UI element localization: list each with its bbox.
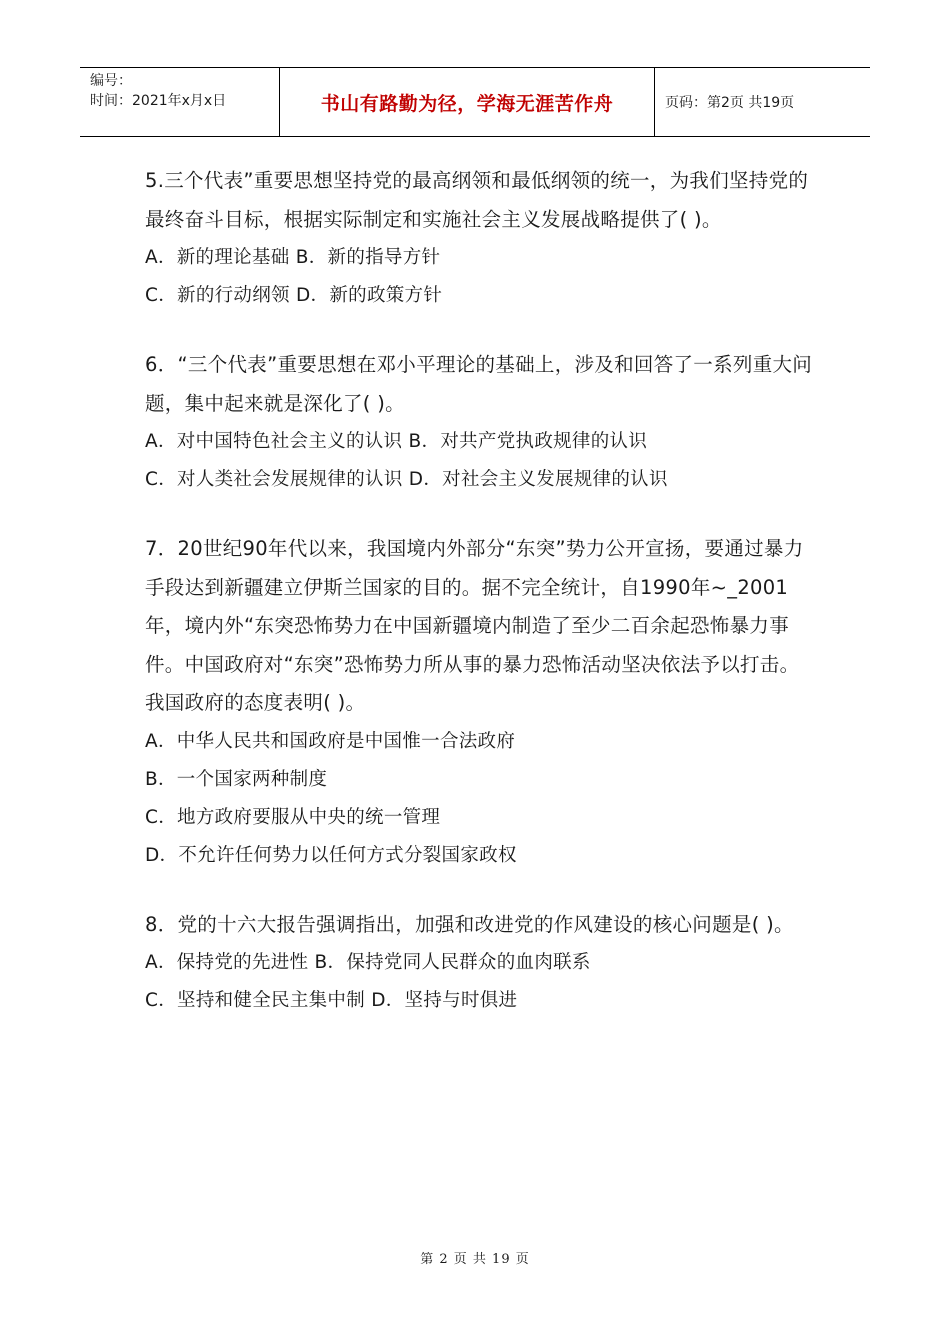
option-line: C．坚持和健全民主集中制 D．坚持与时俱进 xyxy=(145,990,518,1011)
question-7 xyxy=(145,530,815,875)
question-8 xyxy=(145,906,815,1021)
document-code-label: 编号： xyxy=(90,73,132,89)
question-stem: 8．党的十六大报告强调指出，加强和改进党的作风建设的核心问题是( )。 xyxy=(145,912,794,936)
header-motto: 书山有路勤为径，学海无涯苦作舟 xyxy=(280,68,655,136)
option-line: A．新的理论基础 B．新的指导方针 xyxy=(145,247,441,268)
option-line: C．新的行动纲领 D．新的政策方针 xyxy=(145,285,443,306)
question-5 xyxy=(145,162,815,315)
page-header xyxy=(80,67,870,137)
header-page-number: 页码：第2页 共19页 xyxy=(665,95,795,111)
option-line: C．对人类社会发展规律的认识 D．对社会主义发展规律的认识 xyxy=(145,469,668,490)
question-6 xyxy=(145,346,815,499)
option-line: A．对中国特色社会主义的认识 B．对共产党执政规律的认识 xyxy=(145,431,648,452)
header-meta-cell xyxy=(80,68,280,136)
question-stem: 5.三个代表”重要思想坚持党的最高纲领和最低纲领的统一，为我们坚持党的最终奋斗目标，根据实际制定和实施社会主义发展战略提供了( )。 xyxy=(145,169,809,231)
question-list xyxy=(145,162,815,1051)
question-stem: 7．20世纪90年代以来，我国境内外部分“东突”势力公开宣扬，要通过暴力手段达到新疆建立伊斯兰国家的目的。据不完全统计，自1990年~_2001年，境内外“东突恐怖势力在中国新疆境内制造了至少二百余起恐怖暴力事件。中国政府对“东突”恐怖势力所从事的暴力恐怖活动坚决依法予以打击。我国政府的态度表明( )。 xyxy=(145,537,804,714)
question-stem: 6．“三个代表”重要思想在邓小平理论的基础上，涉及和回答了一系列重大问题，集中起来就是深化了( )。 xyxy=(145,353,813,415)
option-line: B．一个国家两种制度 xyxy=(145,768,328,790)
page-footer: 第 2 页 共 19 页 xyxy=(420,1252,530,1267)
option-line: D．不允许任何势力以任何方式分裂国家政权 xyxy=(145,844,517,866)
option-line: A．中华人民共和国政府是中国惟一合法政府 xyxy=(145,730,516,752)
option-line: A．保持党的先进性 B．保持党同人民群众的血肉联系 xyxy=(145,952,591,973)
document-date: 时间：2021年x月x日 xyxy=(90,93,227,109)
option-line: C．地方政府要服从中央的统一管理 xyxy=(145,806,441,828)
